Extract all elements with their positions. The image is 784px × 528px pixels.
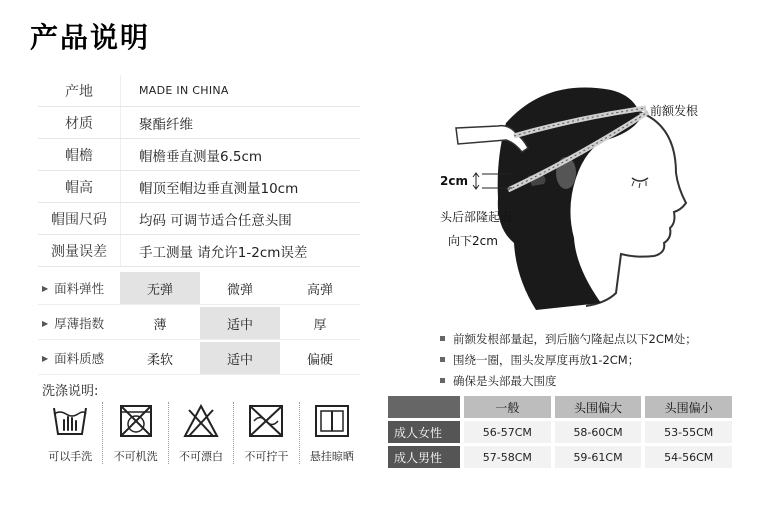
size-cell: 54-56CM <box>645 446 732 468</box>
spec-key: 材质 <box>38 107 121 138</box>
size-cell: 56-57CM <box>464 421 551 443</box>
wash-item <box>38 402 103 464</box>
size-cell: 59-61CM <box>555 446 642 468</box>
bullet-icon <box>440 378 445 383</box>
grade-key <box>38 342 120 375</box>
grade-key-label: 面料弹性 <box>54 281 105 296</box>
measure-notes <box>440 328 697 391</box>
spec-row <box>38 203 360 235</box>
back-sub-label: 向下2cm <box>448 234 498 248</box>
size-cell: 53-55CM <box>645 421 732 443</box>
wash-label: 不可机洗 <box>113 450 158 463</box>
grade-row-thickness <box>38 307 360 340</box>
size-row-label: 成人女性 <box>388 421 460 443</box>
spec-value: 手工测量 请允许1-2cm误差 <box>139 244 308 261</box>
triangle-right-icon: ▶ <box>42 283 49 293</box>
grade-option: 柔软 <box>120 342 200 375</box>
grade-key-label: 面料质感 <box>54 351 105 366</box>
wash-item <box>234 402 299 464</box>
wash-title: 洗涤说明: <box>42 384 99 399</box>
wash-label: 不可拧干 <box>244 450 289 463</box>
size-cell: 58-60CM <box>555 421 642 443</box>
spec-row <box>38 235 360 267</box>
size-row <box>388 446 732 468</box>
wash-label: 不可漂白 <box>179 450 224 463</box>
no-wring-icon <box>246 402 286 440</box>
spec-table <box>38 75 360 267</box>
grade-row-elasticity <box>38 272 360 305</box>
note-text: 确保是头部最大围度 <box>453 373 557 388</box>
grade-row-texture <box>38 342 360 375</box>
bullet-icon <box>440 357 445 362</box>
note-item <box>440 370 697 391</box>
front-hairline-label: 前额发根 <box>650 104 699 118</box>
no-machine-wash-icon <box>116 402 156 440</box>
hang-dry-icon <box>312 402 352 440</box>
head-measure-illustration <box>436 78 736 323</box>
bullet-icon <box>440 336 445 341</box>
grade-option: 厚 <box>280 307 360 340</box>
grade-key <box>38 307 120 340</box>
spec-key: 帽围尺码 <box>38 203 121 234</box>
size-header-row <box>388 396 732 418</box>
wash-label: 悬挂晾晒 <box>309 450 354 463</box>
no-bleach-icon <box>181 402 221 440</box>
gap-label: 2cm <box>440 174 468 188</box>
grade-option: 偏硬 <box>280 342 360 375</box>
wash-label: 可以手洗 <box>48 450 93 463</box>
note-text: 围绕一圈，围头发厚度再放1-2CM； <box>453 352 640 367</box>
spec-value: 聚酯纤维 <box>139 116 193 133</box>
note-text: 前额发根部量起，到后脑勺隆起点以下2CM处； <box>453 331 697 346</box>
spec-row <box>38 107 360 139</box>
spec-value: 帽顶至帽边垂直测量10cm <box>139 180 299 197</box>
grade-option: 无弹 <box>120 272 200 305</box>
spec-key: 产地 <box>38 75 121 106</box>
wash-item <box>300 402 364 464</box>
spec-value: MADE IN CHINA <box>139 84 229 97</box>
grade-option: 适中 <box>200 307 280 340</box>
grade-option: 高弹 <box>280 272 360 305</box>
wash-item <box>169 402 234 464</box>
size-row <box>388 421 732 443</box>
size-header: 一般 <box>464 396 551 418</box>
size-header: 头围偏大 <box>555 396 642 418</box>
back-point-label: 头后部隆起点 <box>440 210 513 224</box>
spec-key: 测量误差 <box>38 235 121 266</box>
fabric-grade-table <box>38 272 360 377</box>
spec-value: 帽檐垂直测量6.5cm <box>139 148 263 165</box>
note-item <box>440 349 697 370</box>
spec-row <box>38 75 360 107</box>
size-table <box>388 396 732 471</box>
wash-instructions <box>38 402 364 464</box>
grade-option: 薄 <box>120 307 200 340</box>
grade-key-label: 厚薄指数 <box>54 316 105 331</box>
size-corner-cell <box>388 396 460 418</box>
page-title: 产品说明 <box>30 21 151 54</box>
spec-row <box>38 139 360 171</box>
size-row-label: 成人男性 <box>388 446 460 468</box>
triangle-right-icon: ▶ <box>42 318 49 328</box>
triangle-right-icon: ▶ <box>42 353 49 363</box>
wash-item <box>103 402 168 464</box>
spec-value: 均码 可调节适合任意头围 <box>139 212 292 229</box>
spec-key: 帽高 <box>38 171 121 202</box>
size-header: 头围偏小 <box>645 396 732 418</box>
grade-key <box>38 272 120 305</box>
spec-row <box>38 171 360 203</box>
grade-option: 微弹 <box>200 272 280 305</box>
spec-key: 帽檐 <box>38 139 121 170</box>
grade-option: 适中 <box>200 342 280 375</box>
size-cell: 57-58CM <box>464 446 551 468</box>
note-item <box>440 328 697 349</box>
hand-wash-icon <box>50 402 90 440</box>
